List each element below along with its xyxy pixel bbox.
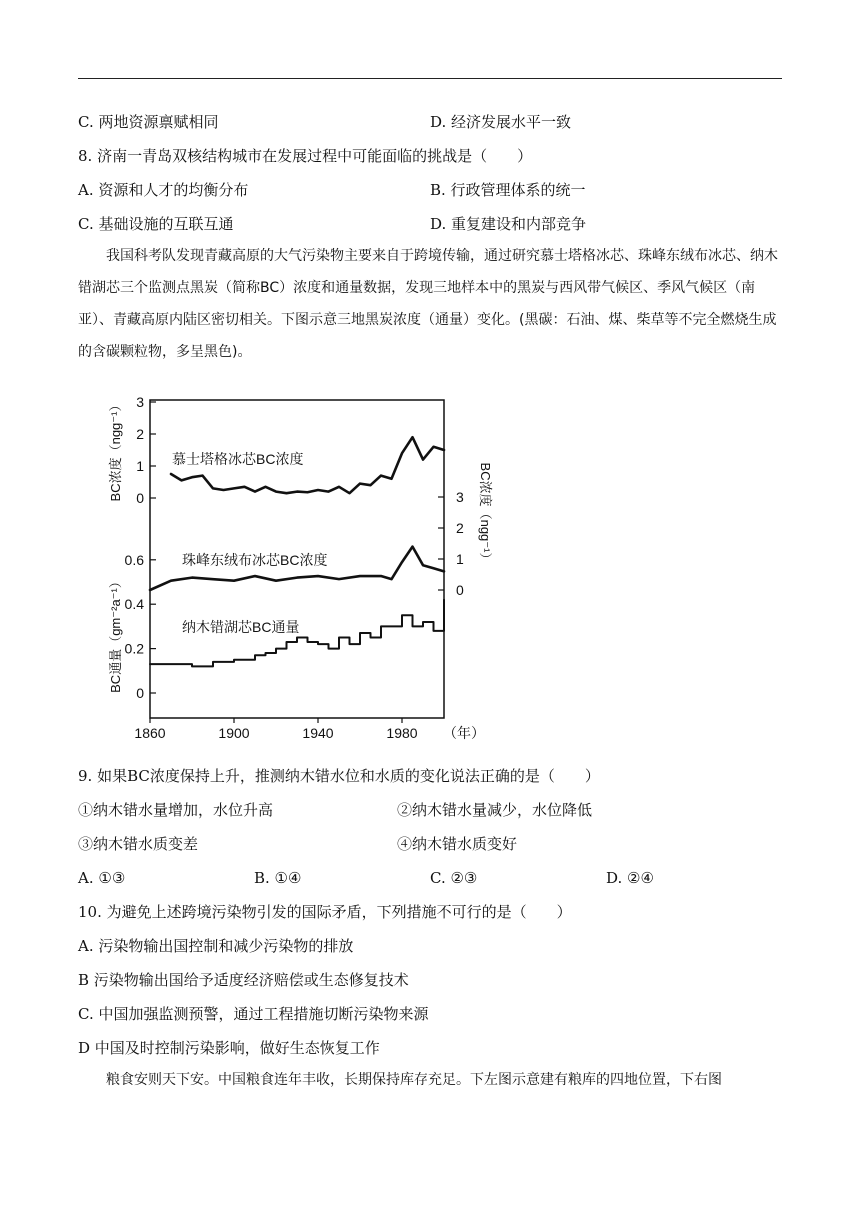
q10-option-d: D 中国及时控制污染影响，做好生态恢复工作	[78, 1039, 380, 1057]
q10-stem: 10. 为避免上述跨境污染物引发的国际矛盾，下列措施不可行的是（ ）	[78, 903, 572, 921]
series-label-2: 珠峰东绒布冰芯BC浓度	[182, 552, 328, 568]
q10-option-a: A. 污染物输出国控制和减少污染物的排放	[78, 937, 354, 955]
q8-option-b: B. 行政管理体系的统一	[430, 181, 586, 199]
q9-stem: 9. 如果BC浓度保持上升，推测纳木错水位和水质的变化说法正确的是（ ）	[78, 767, 600, 785]
q10-option-b: B 污染物输出国给予适度经济赔偿或生态修复技术	[78, 971, 409, 989]
right-axis-label: BC浓度（ngg⁻¹）	[478, 462, 493, 566]
header-rule	[78, 78, 782, 79]
right-tick-label: 1	[456, 551, 464, 567]
q8-stem: 8. 济南一青岛双核结构城市在发展过程中可能面临的挑战是（ ）	[78, 147, 533, 165]
material-grain-paragraph: 粮食安则天下安。中国粮食连年丰收，长期保持库存充足。下左图示意建有粮库的四地位置，下右图	[106, 1072, 722, 1088]
left-bottom-tick-label: 0.2	[124, 640, 144, 657]
q9-statement-3: ③纳木错水质变差	[78, 835, 199, 853]
x-tick-label: 1940	[302, 725, 334, 741]
x-tick-label: 1860	[134, 725, 166, 741]
q9-option-b: B. ①④	[254, 869, 302, 887]
series-label-3: 纳木错湖芯BC通量	[182, 619, 300, 635]
left-bottom-tick-label: 0.6	[124, 551, 144, 568]
right-tick-label: 3	[456, 489, 464, 505]
q9-statement-4: ④纳木错水质变好	[397, 835, 518, 853]
left-bottom-axis-label: BC通量（gm⁻²a⁻¹）	[108, 575, 123, 693]
x-unit-label: （年）	[443, 725, 485, 741]
q7-option-d: D. 经济发展水平一致	[430, 113, 572, 131]
left-top-tick-label: 3	[136, 394, 144, 410]
q8-option-c: C. 基础设施的互联互通	[78, 215, 234, 233]
series-label-1: 慕士塔格冰芯BC浓度	[172, 451, 304, 467]
left-top-tick-label: 0	[136, 490, 144, 506]
x-tick-label: 1900	[218, 725, 250, 741]
q9-statement-2: ②纳木错水量减少，水位降低	[397, 801, 593, 819]
q8-option-d: D. 重复建设和内部竞争	[430, 215, 587, 233]
left-top-tick-label: 2	[136, 426, 144, 442]
q9-option-d: D. ②④	[606, 869, 654, 887]
left-top-axis-label: BC浓度（ngg⁻¹）	[108, 398, 123, 502]
x-tick-label: 1980	[386, 725, 418, 741]
right-tick-label: 2	[456, 520, 464, 536]
left-bottom-tick-label: 0.4	[124, 596, 144, 613]
q9-statement-1: ①纳木错水量增加，水位升高	[78, 801, 274, 819]
right-tick-label: 0	[456, 582, 464, 598]
q10-option-c: C. 中国加强监测预警，通过工程措施切断污染物来源	[78, 1005, 429, 1023]
left-bottom-tick-label: 0	[136, 685, 144, 701]
left-top-tick-label: 1	[136, 458, 144, 474]
q7-option-c: C. 两地资源禀赋相同	[78, 113, 219, 131]
bc-chart	[100, 388, 493, 748]
q9-option-c: C. ②③	[430, 869, 478, 887]
q9-option-a: A. ①③	[78, 869, 126, 887]
q8-option-a: A. 资源和人才的均衡分布	[78, 181, 249, 199]
material-bc-paragraph: 我国科考队发现青藏高原的大气污染物主要来自于跨境传输，通过研究慕士塔格冰芯、珠峰东绒布冰芯、纳木错湖芯三个监测点黑炭（简称BC）浓度和通量数据，发现三地样本中的黑炭与西风带气候区、季风气候区（南亚）、青藏高原内陆区密切相关。下图示意三地黑炭浓度（通量）变化。(黑碳：石油、煤、柴草等不完全燃烧生成的含碳颗粒物，多呈黑色)。	[78, 248, 778, 360]
